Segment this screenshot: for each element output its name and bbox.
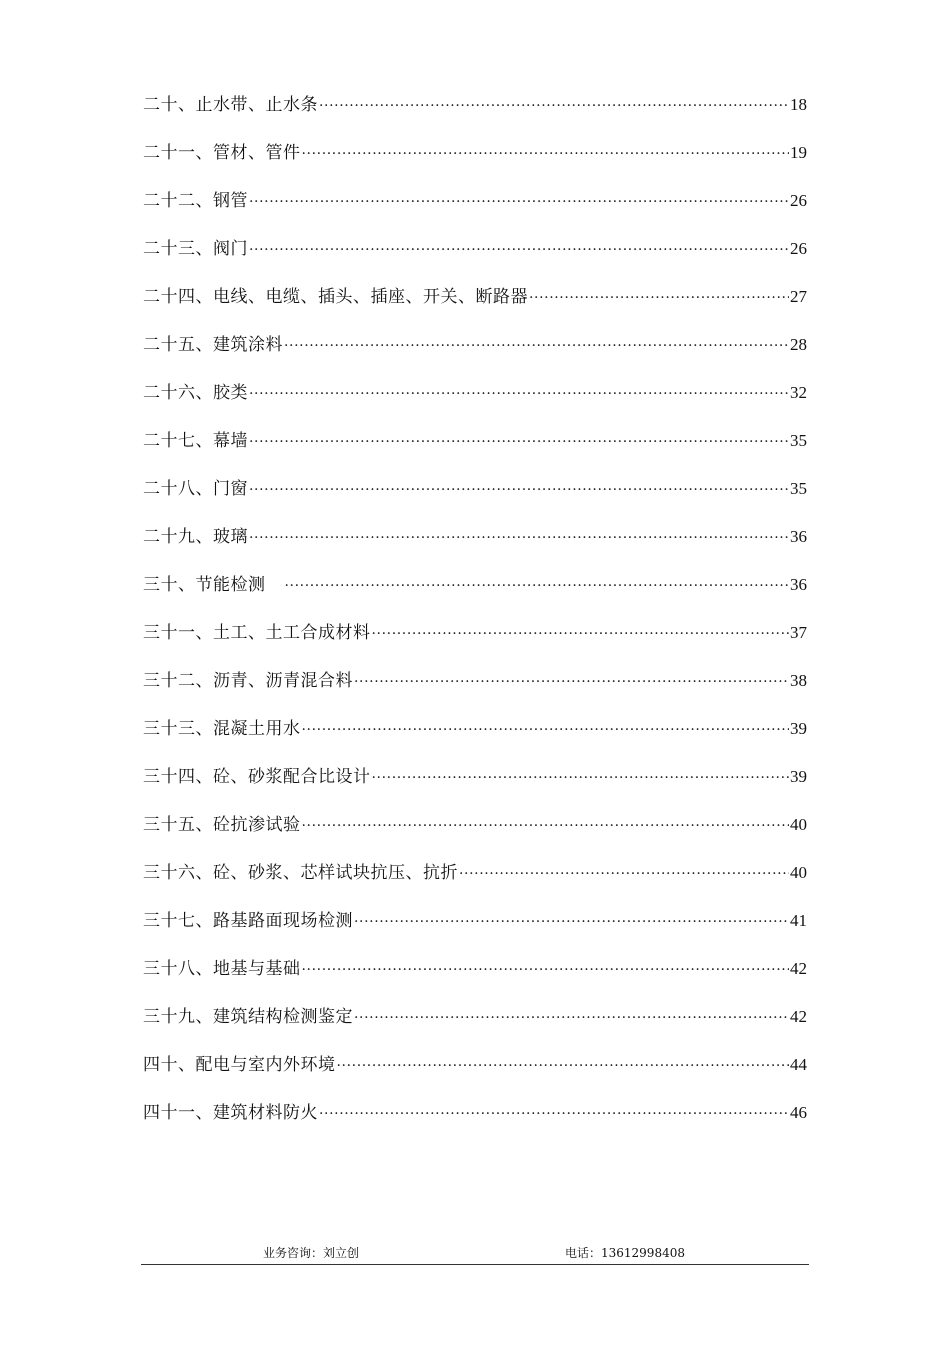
toc-entry[interactable] [143, 753, 807, 801]
toc-entry-page: 39 [790, 719, 807, 738]
toc-dot-leader [337, 1041, 790, 1090]
toc-dot-leader [319, 1089, 789, 1138]
toc-entry[interactable] [143, 177, 807, 225]
table-of-contents [143, 81, 807, 1137]
toc-entry-label: 三十五、砼抗渗试验 [143, 815, 301, 835]
toc-entry[interactable] [143, 945, 807, 993]
toc-entry-page: 36 [790, 575, 807, 594]
toc-dot-leader [302, 129, 790, 178]
toc-entry[interactable] [143, 897, 807, 945]
toc-entry[interactable] [143, 609, 807, 657]
toc-entry[interactable] [143, 465, 807, 513]
toc-dot-leader [372, 753, 790, 802]
toc-entry-page: 27 [790, 287, 807, 306]
toc-dot-leader [354, 897, 789, 946]
toc-entry-page: 36 [790, 527, 807, 546]
toc-entry-label: 三十七、路基路面现场检测 [143, 911, 353, 931]
toc-entry-label: 二十五、建筑涂料 [143, 335, 283, 355]
toc-entry-page: 19 [790, 143, 807, 162]
toc-dot-leader [249, 513, 789, 562]
toc-entry-label: 三十二、沥青、沥青混合料 [143, 671, 353, 691]
toc-entry-label: 三十八、地基与基础 [143, 959, 301, 979]
toc-entry-page: 28 [790, 335, 807, 354]
toc-entry-page: 42 [790, 1007, 807, 1026]
toc-entry[interactable] [143, 801, 807, 849]
toc-entry-label: 二十三、阀门 [143, 239, 248, 259]
toc-entry[interactable] [143, 993, 807, 1041]
toc-entry-label: 四十、配电与室内外环境 [143, 1055, 336, 1075]
toc-entry-page: 40 [790, 863, 807, 882]
page-footer [141, 1242, 809, 1265]
toc-entry-page: 44 [790, 1055, 807, 1074]
toc-entry-label: 二十、止水带、止水条 [143, 95, 318, 115]
footer-phone: 电话：13612998408 [565, 1246, 685, 1260]
toc-entry[interactable] [143, 81, 807, 129]
toc-entry[interactable] [143, 129, 807, 177]
toc-dot-leader [302, 801, 790, 850]
footer-contact: 业务咨询：刘立创 [263, 1246, 360, 1260]
toc-entry-label: 三十三、混凝土用水 [143, 719, 301, 739]
toc-entry[interactable] [143, 561, 807, 609]
toc-entry-label: 二十二、钢管 [143, 191, 248, 211]
toc-entry-page: 39 [790, 767, 807, 786]
toc-entry[interactable] [143, 657, 807, 705]
toc-dot-leader [302, 705, 790, 754]
toc-entry-page: 26 [790, 239, 807, 258]
toc-entry-page: 35 [790, 479, 807, 498]
toc-dot-leader [285, 561, 790, 610]
toc-entry-label: 二十七、幕墙 [143, 431, 248, 451]
toc-entry-page: 37 [790, 623, 807, 642]
toc-entry-label: 四十一、建筑材料防火 [143, 1103, 318, 1123]
toc-entry-label: 三十、节能检测 [143, 575, 266, 595]
toc-entry[interactable] [143, 321, 807, 369]
toc-entry[interactable] [143, 417, 807, 465]
toc-entry-label: 二十九、玻璃 [143, 527, 248, 547]
toc-entry-label: 三十九、建筑结构检测鉴定 [143, 1007, 353, 1027]
toc-entry[interactable] [143, 849, 807, 897]
toc-dot-leader [249, 369, 789, 418]
toc-dot-leader [249, 465, 789, 514]
toc-dot-leader [459, 849, 789, 898]
toc-dot-leader [354, 657, 789, 706]
toc-entry[interactable] [143, 273, 807, 321]
toc-entry-page: 40 [790, 815, 807, 834]
toc-entry-page: 42 [790, 959, 807, 978]
toc-entry[interactable] [143, 1089, 807, 1137]
toc-dot-leader [284, 321, 789, 370]
toc-entry-label: 二十四、电线、电缆、插头、插座、开关、断路器 [143, 287, 528, 307]
toc-entry-page: 41 [790, 911, 807, 930]
toc-dot-leader [249, 225, 789, 274]
toc-entry-label: 二十一、管材、管件 [143, 143, 301, 163]
toc-entry-label: 三十一、土工、土工合成材料 [143, 623, 371, 643]
toc-entry-page: 26 [790, 191, 807, 210]
toc-entry[interactable] [143, 513, 807, 561]
toc-entry-page: 18 [790, 95, 807, 114]
toc-entry[interactable] [143, 705, 807, 753]
toc-dot-leader [529, 273, 789, 322]
toc-dot-leader [354, 993, 789, 1042]
toc-entry-page: 38 [790, 671, 807, 690]
toc-entry-label: 三十六、砼、砂浆、芯样试块抗压、抗折 [143, 863, 458, 883]
toc-entry-label: 二十八、门窗 [143, 479, 248, 499]
toc-entry-page: 32 [790, 383, 807, 402]
toc-dot-leader [372, 609, 790, 658]
toc-entry-label: 二十六、胶类 [143, 383, 248, 403]
toc-entry[interactable] [143, 1041, 807, 1089]
toc-dot-leader [302, 945, 790, 994]
toc-dot-leader [249, 177, 789, 226]
toc-entry-page: 46 [790, 1103, 807, 1122]
toc-entry[interactable] [143, 225, 807, 273]
toc-entry-label: 三十四、砼、砂浆配合比设计 [143, 767, 371, 787]
toc-entry[interactable] [143, 369, 807, 417]
toc-dot-leader [319, 81, 789, 130]
toc-entry-page: 35 [790, 431, 807, 450]
toc-dot-leader [249, 417, 789, 466]
